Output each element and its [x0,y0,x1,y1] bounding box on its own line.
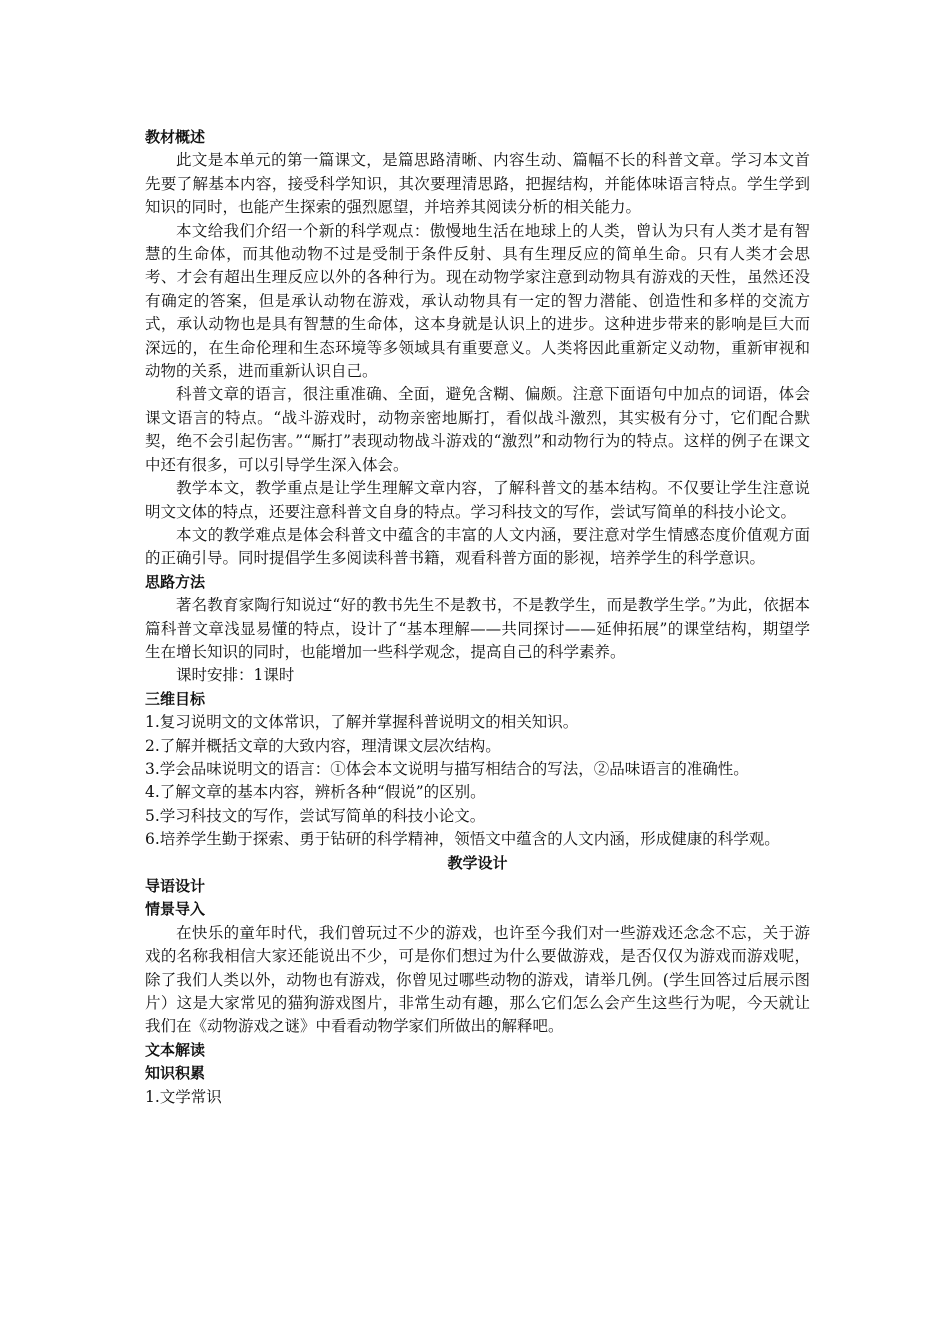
class-hours: 课时安排：1课时 [176,666,295,685]
goal-item: 4.了解文章的基本内容，辨析各种“假说”的区别。 [145,783,486,802]
section-heading-design: 教学设计 [447,853,508,872]
method-paragraph: 著名教育家陶行知说过“好的教书先生不是教书，不是教学生，而是教学生学。”为此，依据本篇科普文章浅显易懂的特点，设计了“基本理解——共同探讨——延伸拓展”的课堂结构，期望学生在增长知识的同时，也能增加一些科学观念，提高自己的科学素养。 [145,596,810,661]
overview-paragraph: 本文给我们介绍一个新的科学观点：傲慢地生活在地球上的人类，曾认为只有人类才是有智慧的生命体，而其他动物不过是受制于条件反射、具有生理反应的简单生命。只有人类才会思考、才会有超出生理反应以外的各种行为。现在动物学家注意到动物具有游戏的天性，虽然还没有确定的答案，但是承认动物在游戏，承认动物具有一定的智力潜能、创造性和多样的交流方式，承认动物也是具有智慧的生命体，这本身就是认识上的进步。这种进步带来的影响是巨大而深远的，在生命伦理和生态环境等多领域具有重要意义。人类将因此重新定义动物，重新审视和动物的关系，进而重新认识自己。 [145,221,810,381]
goal-item: 6.培养学生勤于探索、勇于钻研的科学精神，领悟文中蕴含的人文内涵，形成健康的科学观。 [145,830,780,849]
section-heading-intro: 导语设计 [145,877,206,895]
goal-item: 5.学习科技文的写作，尝试写简单的科技小论文。 [145,806,486,825]
section-heading-method: 思路方法 [145,572,206,591]
scene-paragraph: 在快乐的童年时代，我们曾玩过不少的游戏，也许至今我们对一些游戏还念念不忘，关于游戏的名称我相信大家还能说出不少，可是你们想过为什么要做游戏，是否仅仅为游戏而游戏呢，除了我们人类以外，动物也有游戏，你曾见过哪些动物的游戏，请举几例。(学生回答过后展示图片）这是大家常见的猫狗游戏图片，非常生动有趣，那么它们怎么会产生这些行为呢，今天就让我们在《动物游戏之谜》中看看动物学家们所做出的解释吧。 [145,923,810,1036]
section-heading-reading: 文本解读 [145,1040,206,1059]
overview-paragraph: 科普文章的语言，很注重准确、全面，避免含糊、偏颇。注意下面语句中加点的词语，体会课文语言的特点。“战斗游戏时，动物亲密地厮打，看似战斗激烈，其实极有分寸，它们配合默契，绝不会引起伤害。”“厮打”表现动物战斗游戏的“激烈”和动物行为的特点。这样的例子在课文中还有很多，可以引导学生深入体会。 [145,385,810,474]
overview-paragraph: 本文的教学难点是体会科普文中蕴含的丰富的人文内涵，要注意对学生情感态度价值观方面的正确引导。同时提倡学生多阅读科普书籍，观看科普方面的影视，培养学生的科学意识。 [145,525,810,568]
overview-paragraph: 此文是本单元的第一篇课文，是篇思路清晰、内容生动、篇幅不长的科普文章。学习本文首先要了解基本内容，接受科学知识，其次要理清思路，把握结构，并能体味语言特点。学生学到知识的同时，也能产生探索的强烈愿望，并培养其阅读分析的相关能力。 [145,151,810,217]
goal-item: 3.学会品味说明文的语言：①体会本文说明与描写相结合的写法，②品味语言的准确性。 [145,759,749,778]
section-heading-overview: 教材概述 [145,128,206,146]
section-heading-knowledge: 知识积累 [145,1064,206,1083]
section-heading-scene: 情景导入 [145,900,206,919]
overview-paragraph: 教学本文，教学重点是让学生理解文章内容，了解科普文的基本结构。不仅要让学生注意说明文文体的特点，还要注意科普文自身的特点。学习科技文的写作，尝试写简单的科技小论文。 [145,479,810,521]
knowledge-item: 1.文学常识 [145,1087,222,1106]
section-heading-goals: 三维目标 [145,689,206,708]
goal-item: 2.了解并概括文章的大致内容，理清课文层次结构。 [145,736,501,755]
goal-item: 1.复习说明文的文体常识，了解并掌握科普说明文的相关知识。 [145,713,579,732]
